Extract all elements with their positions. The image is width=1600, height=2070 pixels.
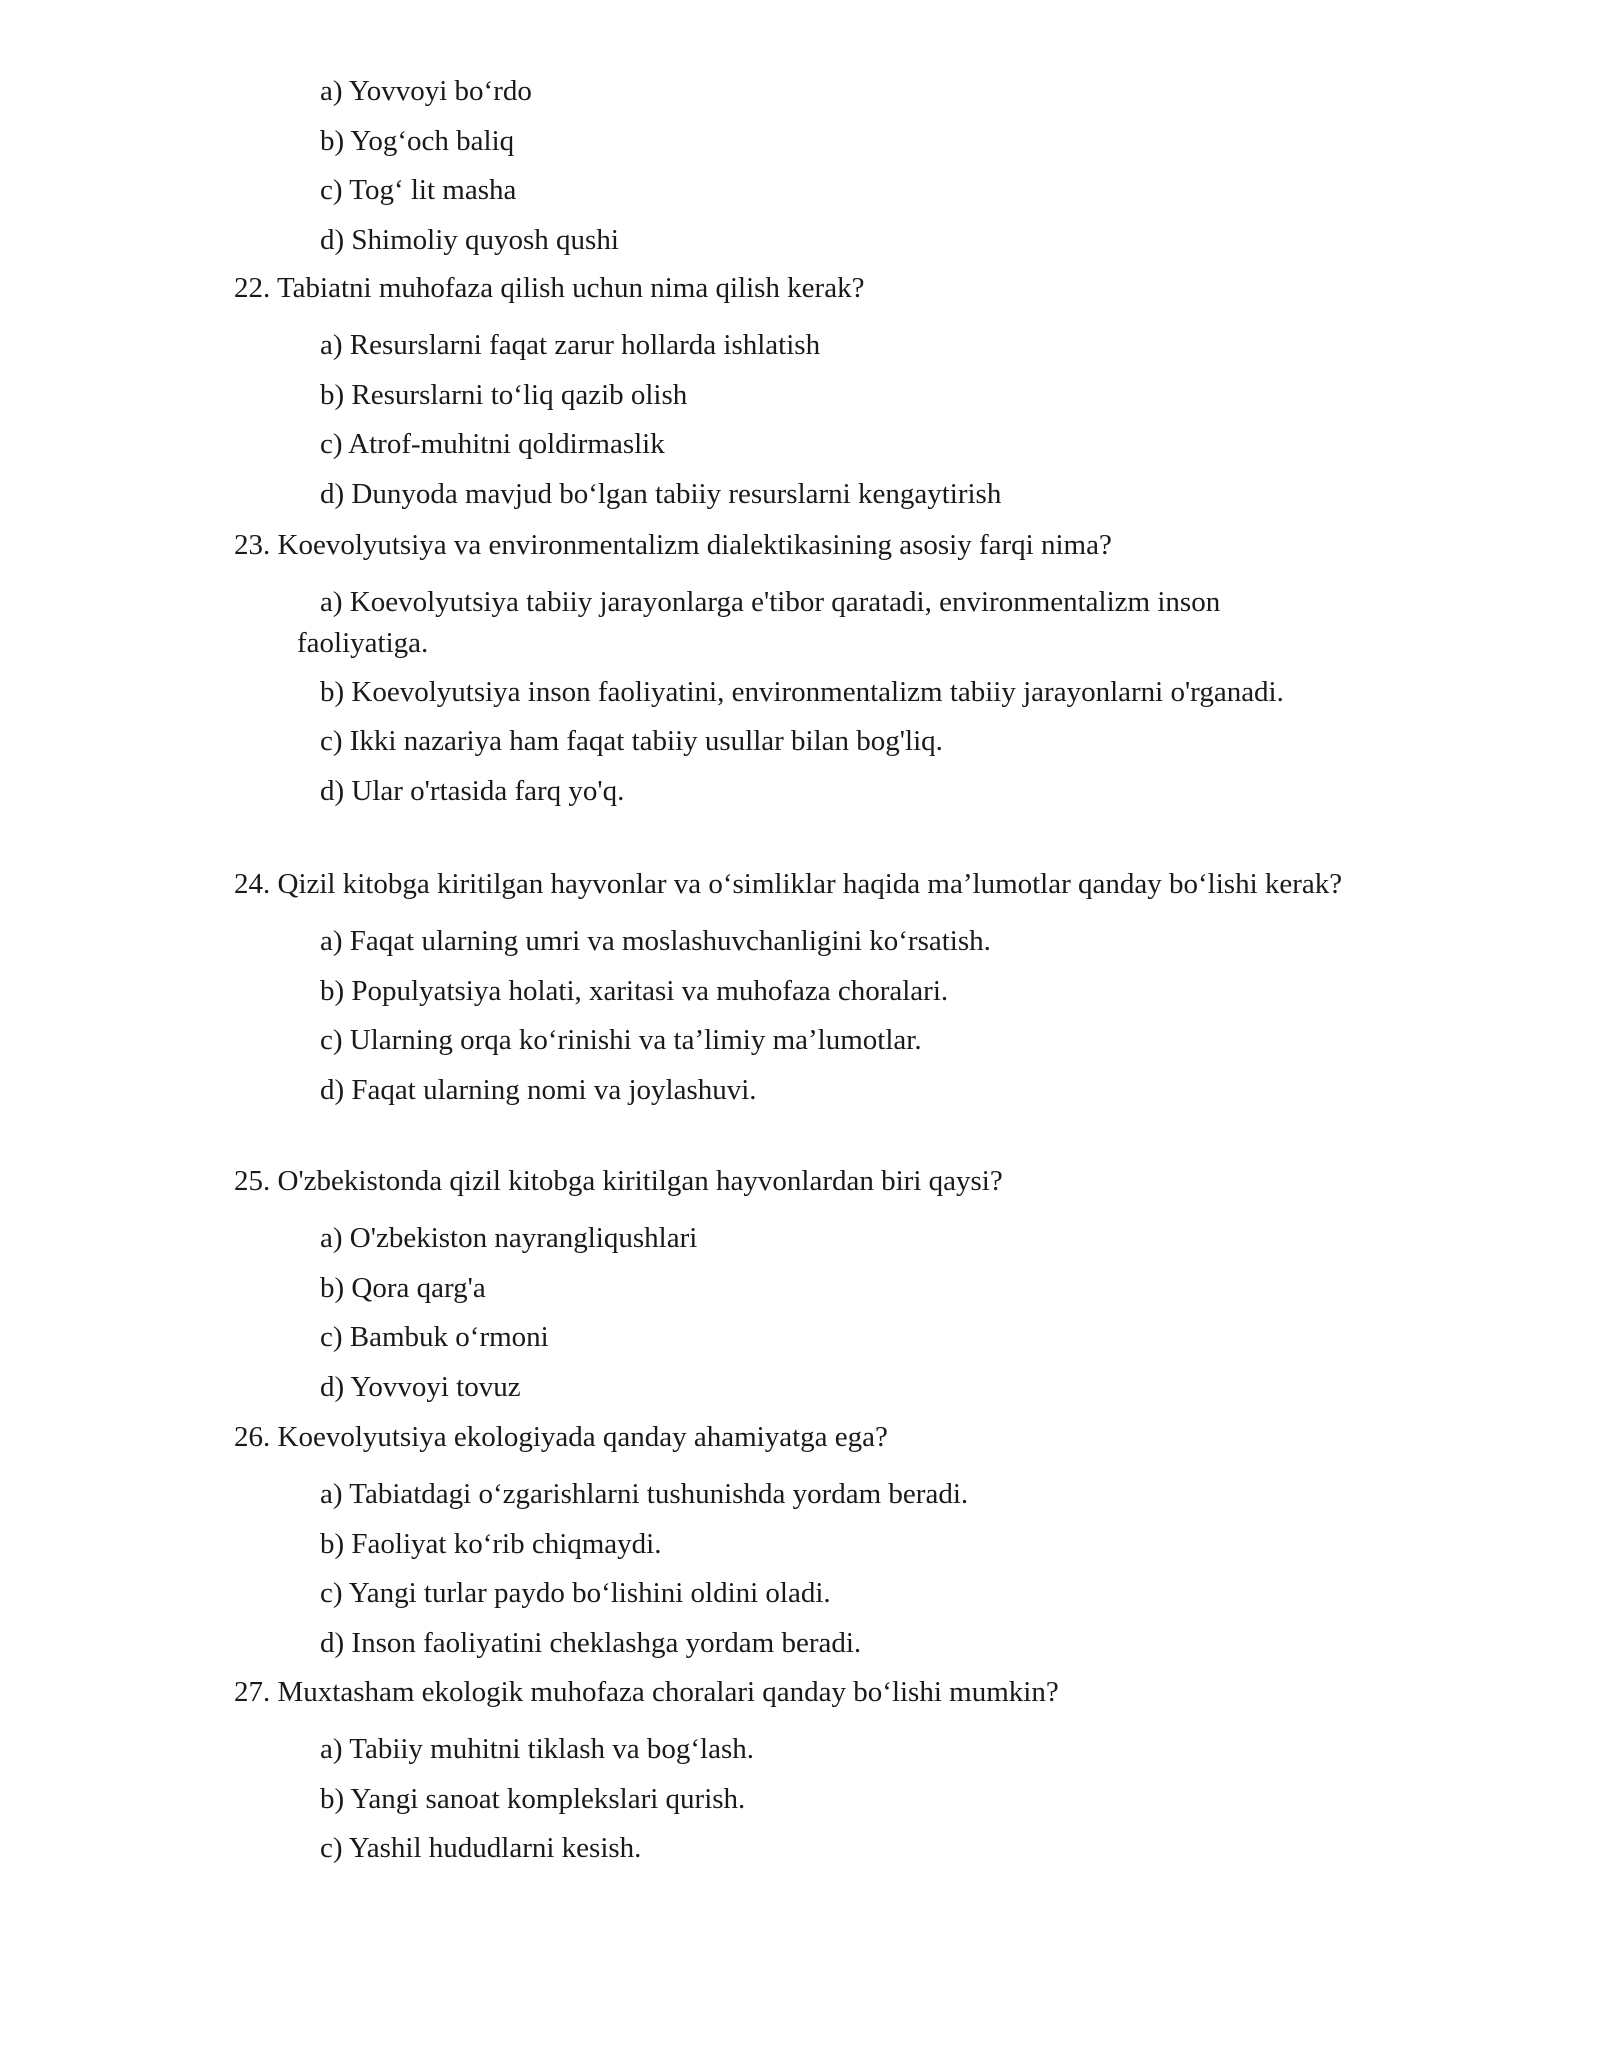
option-a: a) O'zbekiston nayrangliqushlari xyxy=(320,1222,698,1254)
options-list xyxy=(0,921,1600,1119)
option-d: d) Inson faoliyatini cheklashga yordam beradi. xyxy=(320,1626,862,1659)
option-b: b) Yangi sanoat komplekslari qurish. xyxy=(320,1782,746,1815)
question-title: 22. Tabiatni muhofaza qilish uchun nima qilish kerak? xyxy=(234,272,865,304)
question-27 xyxy=(0,1672,1600,1878)
question-title: 26. Koevolyutsiya ekologiyada qanday ahamiyatga ega? xyxy=(234,1421,888,1453)
question-23 xyxy=(0,525,1600,820)
previous-question-options xyxy=(0,71,1600,269)
option-a: a) Tabiatdagi o‘zgarishlarni tushunishda yordam beradi. xyxy=(320,1478,969,1510)
option-d: d) Dunyoda mavjud bo‘lgan tabiiy resurslarni kengaytirish xyxy=(320,477,1002,510)
option-a: a) Faqat ularning umri va moslashuvchanligini ko‘rsatish. xyxy=(320,925,991,957)
option-c: c) Bambuk o‘rmoni xyxy=(320,1321,549,1353)
question-title: 24. Qizil kitobga kiritilgan hayvonlar va o‘simliklar haqida ma’lumotlar qanday bo‘lishi kerak? xyxy=(234,868,1343,900)
question-24 xyxy=(0,864,1600,1119)
option-b: b) Yog‘och baliq xyxy=(320,124,515,157)
option-a: a) Koevolyutsiya tabiiy jarayonlarga e'tibor qaratadi, environmentalizm inson faoliyatiga. xyxy=(297,586,1221,659)
options-list xyxy=(0,1218,1600,1416)
option-d: d) Shimoliy quyosh qushi xyxy=(320,223,619,256)
option-d: d) Ular o'rtasida farq yo'q. xyxy=(320,774,625,807)
option-b: b) Koevolyutsiya inson faoliyatini, environmentalizm tabiiy jarayonlarni o'rganadi. xyxy=(320,676,1284,708)
option-b: b) Resurslarni to‘liq qazib olish xyxy=(320,378,688,411)
option-c: c) Yashil hududlarni kesish. xyxy=(320,1832,642,1864)
options-list xyxy=(0,325,1600,523)
option-c: c) Atrof-muhitni qoldirmaslik xyxy=(320,428,665,460)
option-a: a) Tabiiy muhitni tiklash va bog‘lash. xyxy=(320,1733,754,1765)
option-d: d) Yovvoyi tovuz xyxy=(320,1370,521,1403)
option-b: b) Qora qarg'a xyxy=(320,1271,486,1304)
question-22 xyxy=(0,268,1600,523)
option-c: c) Yangi turlar paydo bo‘lishini oldini oladi. xyxy=(320,1577,831,1609)
option-d: d) Faqat ularning nomi va joylashuvi. xyxy=(320,1073,757,1106)
options-list xyxy=(0,71,1600,269)
option-c: c) Tog‘ lit masha xyxy=(320,174,517,206)
option-b: b) Faoliyat ko‘rib chiqmaydi. xyxy=(320,1527,662,1560)
question-title: 25. O'zbekistonda qizil kitobga kiritilgan hayvonlardan biri qaysi? xyxy=(234,1165,1003,1197)
options-list xyxy=(0,1729,1600,1878)
option-c: c) Ikki nazariya ham faqat tabiiy usullar bilan bog'liq. xyxy=(320,725,943,757)
question-title: 27. Muxtasham ekologik muhofaza choralari qanday bo‘lishi mumkin? xyxy=(234,1676,1059,1708)
option-c: c) Ularning orqa ko‘rinishi va ta’limiy ma’lumotlar. xyxy=(320,1024,922,1056)
question-26 xyxy=(0,1417,1600,1672)
question-25 xyxy=(0,1161,1600,1416)
options-list xyxy=(0,1474,1600,1672)
option-a: a) Yovvoyi bo‘rdo xyxy=(320,75,532,107)
options-list xyxy=(0,582,1600,820)
option-b: b) Populyatsiya holati, xaritasi va muhofaza choralari. xyxy=(320,974,949,1007)
option-a: a) Resurslarni faqat zarur hollarda ishlatish xyxy=(320,329,821,361)
question-title: 23. Koevolyutsiya va environmentalizm dialektikasining asosiy farqi nima? xyxy=(234,529,1112,561)
